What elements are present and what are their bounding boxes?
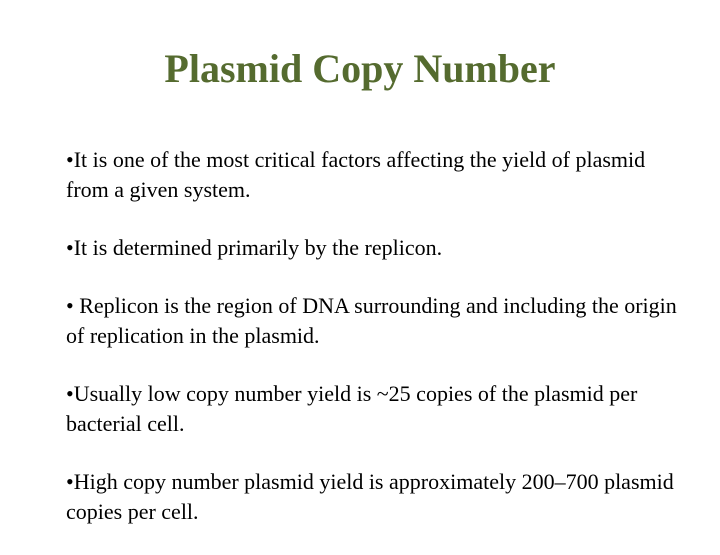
slide-title: Plasmid Copy Number	[164, 46, 556, 91]
bullet-dot: •	[66, 147, 74, 172]
bullet-text: It is determined primarily by the replicon.	[73, 235, 443, 260]
bullet-item	[66, 379, 686, 439]
bullet-text: Usually low copy number yield is ~25 copies of the plasmid per bacterial cell.	[66, 381, 638, 436]
bullet-item	[66, 467, 686, 527]
bullet-item	[66, 291, 686, 351]
bullet-item	[66, 145, 686, 205]
bullet-text: High copy number plasmid yield is approximately 200–700 plasmid copies per cell.	[66, 469, 674, 524]
bullet-dot: •	[66, 235, 74, 260]
bullet-text: It is one of the most critical factors affecting the yield of plasmid from a given system.	[66, 147, 646, 202]
bullet-dot: •	[66, 293, 74, 318]
bullet-list	[66, 145, 686, 555]
bullet-item	[66, 233, 686, 263]
bullet-dot: •	[66, 469, 74, 494]
bullet-dot: •	[66, 381, 74, 406]
bullet-text: Replicon is the region of DNA surrounding and including the origin of replication in the plasmid.	[66, 293, 677, 348]
